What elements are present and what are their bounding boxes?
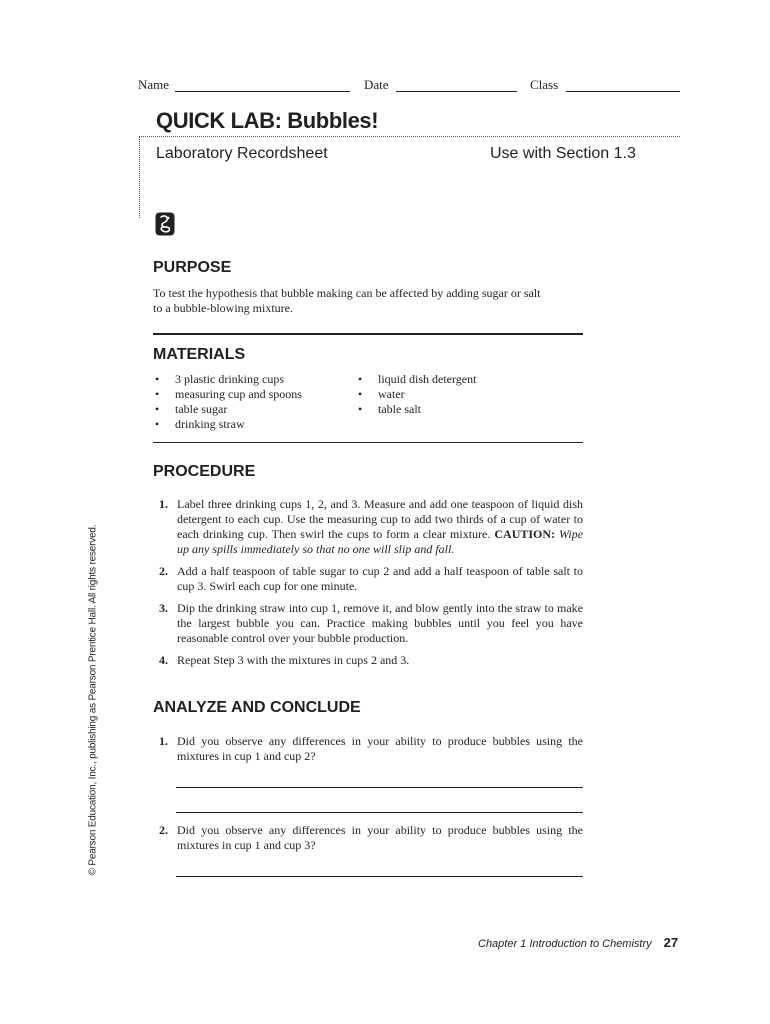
lab-flask-icon: [155, 212, 175, 236]
answer-line[interactable]: [176, 812, 583, 813]
date-label: Date: [364, 77, 389, 92]
page-footer: [478, 934, 678, 952]
purpose-heading: PURPOSE: [153, 259, 232, 276]
procedure-step-4: [159, 653, 583, 668]
subtitle-right: Use with Section 1.3: [490, 145, 636, 162]
step-number: 2.: [159, 564, 168, 578]
step-number: 1.: [159, 497, 168, 511]
procedure-step-2: [159, 564, 583, 594]
list-item: • liquid dish detergent: [356, 372, 476, 387]
subtitle-left: Laboratory Recordsheet: [156, 145, 328, 162]
purpose-line-1: To test the hypothesis that bubble making can be affected by adding sugar or salt: [153, 286, 541, 300]
step-text: Dip the drinking straw into cup 1, remove it, and blow gently into the straw to make the largest bubble you can. Practice making bubbles until you feel you have reasonable control over your bubble production.: [177, 601, 583, 645]
materials-heading: MATERIALS: [153, 346, 246, 363]
question-text: Did you observe any differences in your ability to produce bubbles using the mixtures in cup 1 and cup 2?: [177, 734, 583, 763]
date-field[interactable]: [396, 91, 517, 92]
title-divider: [139, 136, 680, 137]
step-number: 3.: [159, 601, 168, 615]
list-item: • table salt: [356, 402, 476, 417]
materials-list-left: [153, 372, 302, 432]
procedure-heading: PROCEDURE: [153, 463, 256, 480]
question-number: 2.: [159, 823, 168, 837]
step-text: Add a half teaspoon of table sugar to cup 2 and add a half teaspoon of table salt to cup 3. Swirl each cup for one minute.: [177, 564, 583, 593]
list-item: • measuring cup and spoons: [153, 387, 302, 402]
step-text: Label three drinking cups 1, 2, and 3. Measure and add one teaspoon of liquid dish detergent to each cup. Use the measuring cup to add two thirds of a cup of water to each drinking cup. Then swirl the cups to form a clear mixture.: [177, 497, 583, 541]
analyze-question-1: [159, 734, 583, 764]
step-number: 4.: [159, 653, 168, 667]
class-label: Class: [530, 77, 559, 92]
section-divider: [153, 442, 583, 443]
page-title: QUICK LAB: Bubbles!: [156, 108, 379, 133]
caution-text: Wipe up any spills immediately so that no one will slip and fall.: [177, 527, 584, 556]
answer-line[interactable]: [176, 876, 583, 877]
name-label: Name: [138, 77, 170, 92]
question-text: Did you observe any differences in your ability to produce bubbles using the mixtures in cup 1 and cup 3?: [177, 823, 583, 852]
caution-label: CAUTION:: [494, 527, 556, 541]
footer-chapter: Chapter 1 Introduction to Chemistry: [478, 938, 652, 950]
list-item: • drinking straw: [153, 417, 302, 432]
procedure-step-1: [159, 497, 583, 557]
name-field[interactable]: [175, 91, 350, 92]
step-text: Repeat Step 3 with the mixtures in cups 2 and 3.: [177, 653, 410, 667]
list-item: • 3 plastic drinking cups: [153, 372, 302, 387]
analyze-question-2: [159, 823, 583, 853]
procedure-step-3: [159, 601, 583, 646]
title-side-rule: [139, 136, 140, 218]
copyright-notice: © Pearson Education, Inc., publishing as Pearson Prentice Hall. All rights reserved.: [87, 524, 99, 876]
class-field[interactable]: [566, 91, 680, 92]
analyze-heading: ANALYZE AND CONCLUDE: [153, 699, 361, 716]
question-number: 1.: [159, 734, 168, 748]
purpose-line-2: to a bubble-blowing mixture.: [153, 301, 293, 315]
answer-line[interactable]: [176, 787, 583, 788]
list-item: • table sugar: [153, 402, 302, 417]
list-item: • water: [356, 387, 476, 402]
page-number: 27: [663, 935, 679, 950]
materials-list-right: [356, 372, 476, 417]
section-divider: [153, 333, 583, 335]
